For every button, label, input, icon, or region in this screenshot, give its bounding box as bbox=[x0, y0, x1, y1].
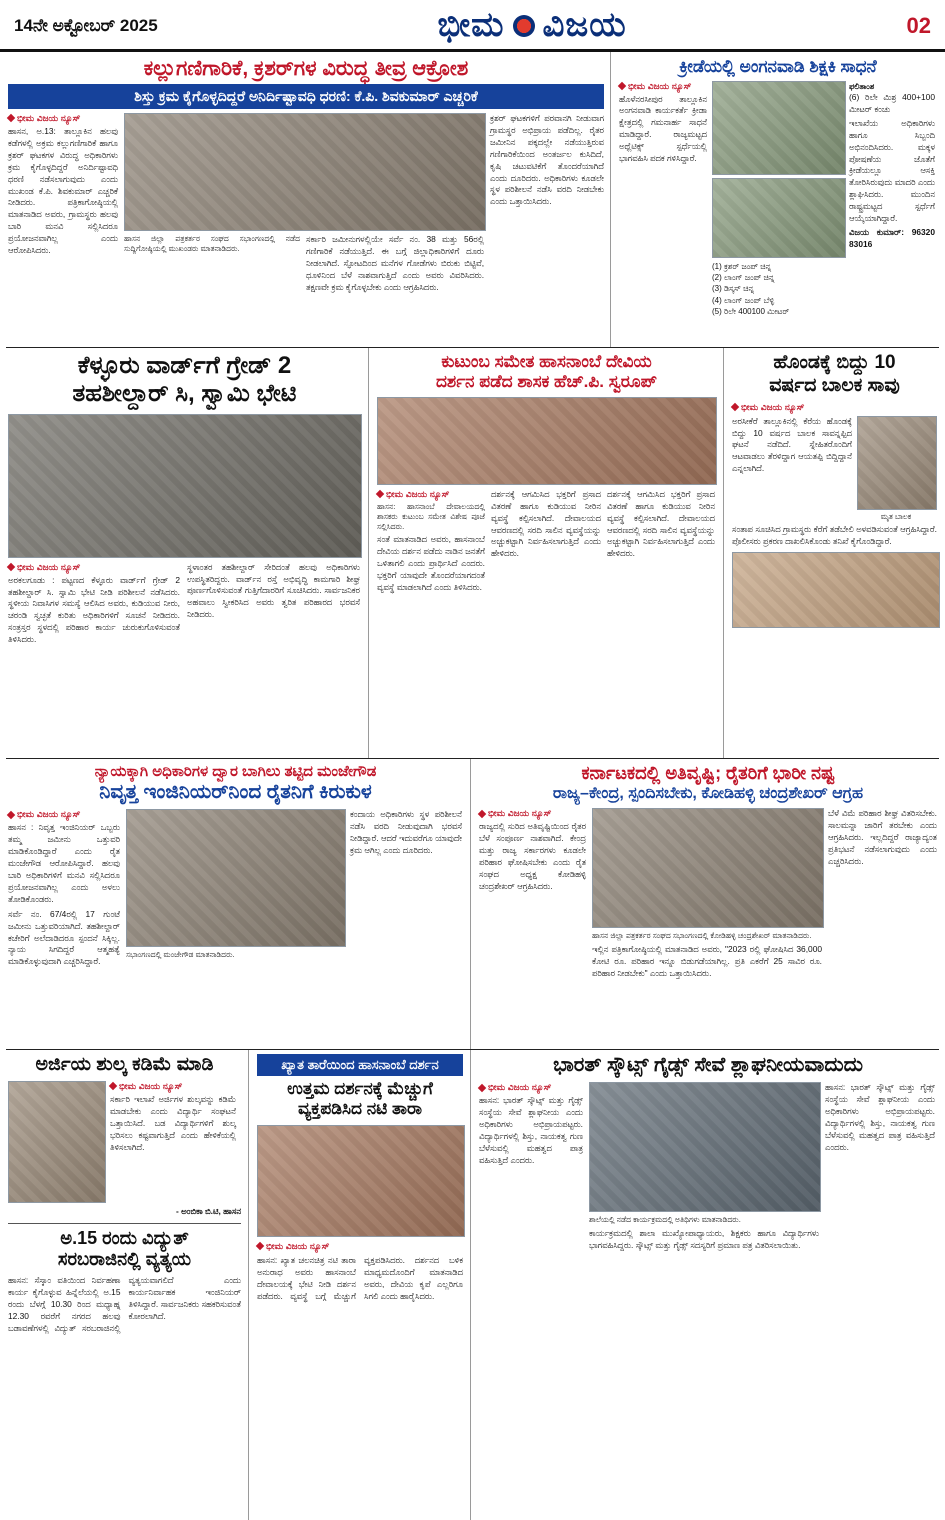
a4-photo bbox=[377, 397, 717, 485]
a5-headline-line2: ವರ್ಷದ ಬಾಲಕ ಸಾವು bbox=[769, 374, 900, 396]
a9-byline-text: ಭೀಮ ವಿಜಯ ನ್ಯೂಸ್ bbox=[266, 1240, 330, 1251]
newspaper-title bbox=[438, 6, 627, 45]
a2-byline-text: ಭೀಮ ವಿಜಯ ನ್ಯೂಸ್ bbox=[628, 80, 692, 91]
bullet-icon bbox=[7, 114, 15, 122]
a1-byline-text: ಭೀಮ ವಿಜಯ ನ್ಯೂಸ್ bbox=[17, 112, 81, 123]
band-top bbox=[0, 52, 945, 347]
article-ward-visit bbox=[0, 348, 368, 758]
a9-headline bbox=[257, 1079, 463, 1120]
a2-contact: ವಿಜಯ ಕುಮಾರ್: 96320 83016 bbox=[849, 227, 935, 249]
bullet-icon bbox=[7, 811, 15, 819]
a8-headline: ಅರ್ಜಿಯ ಶುಲ್ಕ ಕಡಿಮೆ ಮಾಡಿ bbox=[35, 1054, 214, 1075]
a7-col2: ಇಲ್ಲಿನ ಪತ್ರಿಕಾಗೋಷ್ಠಿಯಲ್ಲಿ ಮಾತನಾಡಿದ ಅವರು, "2023 ರಲ್ಲಿ ಘೋಷಿಸಿದ 36,000 ಕೋಟಿ ರೂ. ಪರಿಹಾರ ಇನ್ನೂ ಬಿಡುಗಡೆಯಾಗಿಲ್ಲ. ಪ್ರತಿ ಎಕರೆಗೆ 25 ಸಾವಿರ ರೂ. ಪರಿಹಾರ ನೀಡಬೇಕು" ಎಂದು ಒತ್ತಾಯಿಸಿದರು. bbox=[592, 943, 823, 978]
band-middle bbox=[0, 348, 945, 758]
a7-byline-text: ಭೀಮ ವಿಜಯ ನ್ಯೂಸ್ bbox=[488, 808, 552, 819]
a5-col2: ಸಂತಾಪ ಸೂಚಿಸಿದ ಗ್ರಾಮಸ್ಥರು ಕೆರೆಗೆ ತಡೆಬೇಲಿ ಅಳವಡಿಸುವಂತೆ ಆಗ್ರಹಿಸಿದ್ದಾರೆ. ಪೊಲೀಸರು ಪ್ರಕರಣ ದಾಖಲಿಸಿಕೊಂಡು ತನಿಖೆ ಕೈಗೊಂಡಿದ್ದಾರೆ. bbox=[732, 524, 937, 547]
a8-byline-text: ಭೀಮ ವಿಜಯ ನ್ಯೂಸ್ bbox=[119, 1080, 183, 1091]
bullet-icon bbox=[109, 1082, 117, 1090]
a3-byline-text: ಭೀಮ ವಿಜಯ ನ್ಯೂಸ್ bbox=[17, 561, 81, 572]
band-bottom bbox=[0, 1050, 945, 1520]
a2-result-5: (5) ರಿಲೇ 400100 ಮೀಟರ್ bbox=[712, 306, 790, 316]
a3-headline-line2: ತಹಶೀಲ್ದಾರ್ ಸಿ, ಸ್ವಾಮಿ ಭೇಟಿ bbox=[72, 380, 297, 408]
a2-result-1: (1) ಕ್ರಶರ್ ಜಂಪ್ ಚಿನ್ನ bbox=[712, 261, 772, 271]
bullet-icon bbox=[478, 809, 486, 817]
a5-col1: ಅರಸೀಕೆರೆ ತಾಲ್ಲೂಕಿನಲ್ಲಿ ಕೆರೆಯ ಹೊಂಡಕ್ಕೆ ಬಿದ್ದು 10 ವರ್ಷದ ಬಾಲಕ ಸಾವನ್ನಪ್ಪಿದ ಘಟನೆ ನಡೆದಿದೆ. ಸ್ನೇಹಿತರೊಂದಿಗೆ ಆಟವಾಡಲು ತೆರಳಿದ್ದಾಗ ಆಯತಪ್ಪಿ ಬಿದ್ದಿದ್ದಾನೆ ಎನ್ನಲಾಗಿದೆ. bbox=[732, 415, 852, 474]
a2-photo-1 bbox=[712, 81, 846, 175]
a7-byline bbox=[479, 808, 586, 819]
a2-result-6: (6) ರಿಲೇ ಮಿಶ್ರ 400+100 ಮೀಟರ್ ಕಂಚು bbox=[849, 91, 935, 114]
article-quarry-protest bbox=[0, 52, 610, 347]
a8-signature: - ಅಂಬಿಕಾ ಬಿ.ಟಿ, ಹಾಸನ bbox=[176, 1205, 241, 1216]
article-scouts-guides bbox=[470, 1050, 945, 1520]
a8-photo bbox=[8, 1081, 106, 1203]
a10-headline-line1: ಅ.15 ರಂದು ವಿದ್ಯುತ್ bbox=[60, 1227, 189, 1248]
a1-headline: ಕಲ್ಲುಗಣಿಗಾರಿಕೆ, ಕ್ರಶರ್‌ಗಳ ವಿರುದ್ಧ ತೀವ್ರ ಆಕ್ರೋಶ bbox=[143, 57, 469, 80]
a4-headline bbox=[377, 352, 716, 393]
band-third bbox=[0, 759, 945, 1049]
a6-headline-line2: ನಿವೃತ್ತ ಇಂಜಿನಿಯರ್‌ನಿಂದ ರೈತನಿಗೆ ಕಿರುಕುಳ bbox=[99, 781, 372, 804]
a10-headline bbox=[8, 1228, 241, 1271]
a2-col1: ಹೊಳೆನರಸೀಪುರ ತಾಲ್ಲೂಕಿನ ಅಂಗನವಾಡಿ ಕಾರ್ಯಕರ್ತೆ ಕ್ರೀಡಾ ಕ್ಷೇತ್ರದಲ್ಲಿ ಗಮನಾರ್ಹ ಸಾಧನೆ ಮಾಡಿದ್ದಾರೆ. ರಾಜ್ಯಮಟ್ಟದ ಅಥ್ಲೆಟಿಕ್ಸ್ ಸ್ಪರ್ಧೆಯಲ್ಲಿ ಭಾಗವಹಿಸಿ ಪದಕ ಗಳಿಸಿದ್ದಾರೆ. bbox=[619, 93, 707, 164]
a6-col1: ಹಾಸನ : ನಿವೃತ್ತ ಇಂಜಿನಿಯರ್ ಒಬ್ಬರು ತಮ್ಮ ಜಮೀನು ಒತ್ತುವರಿ ಮಾಡಿಕೊಂಡಿದ್ದಾರೆ ಎಂದು ರೈತ ಮಂಜೇಗೌಡ ಆರೋಪಿಸಿದ್ದಾರೆ. ಹಲವು ಬಾರಿ ಅಧಿಕಾರಿಗಳಿಗೆ ಮನವಿ ಸಲ್ಲಿಸಿದರೂ ಪ್ರಯೋಜನವಾಗಿಲ್ಲ ಎಂದು ಅಳಲು ತೋಡಿಕೊಂಡರು. bbox=[8, 822, 120, 904]
a4-headline-line2: ದರ್ಶನ ಪಡೆದ ಶಾಸಕ ಹೆಚ್.ಪಿ. ಸ್ವರೂಪ್ bbox=[435, 372, 658, 392]
article-actress-darshan bbox=[248, 1050, 470, 1520]
a11-headline: ಭಾರತ್ ಸ್ಕೌಟ್ಸ್ ಗೈಡ್ಸ್ ಸೇವೆ ಶ್ಲಾಘನೀಯವಾದುದು bbox=[553, 1054, 863, 1076]
a4-photo-caption: ಹಾಸನ: ಹಾಸನಾಂಬೆ ದೇವಾಲಯದಲ್ಲಿ ಶಾಸಕರು ಕುಟುಂಬ ಸಮೇತ ವಿಶೇಷ ಪೂಜೆ ಸಲ್ಲಿಸಿದರು. bbox=[377, 501, 485, 531]
a9-headline-line1: ಉತ್ತಮ ದರ್ಶನಕ್ಕೆ ಮೆಚ್ಚುಗೆ bbox=[287, 1079, 433, 1098]
a6-photo bbox=[126, 809, 346, 947]
a11-col1: ಹಾಸನ: ಭಾರತ್ ಸ್ಕೌಟ್ಸ್ ಮತ್ತು ಗೈಡ್ಸ್ ಸಂಸ್ಥೆಯ ಸೇವೆ ಶ್ಲಾಘನೀಯ ಎಂದು ಅಧಿಕಾರಿಗಳು ಅಭಿಪ್ರಾಯಪಟ್ಟರು. ವಿದ್ಯಾರ್ಥಿಗಳಲ್ಲಿ ಶಿಸ್ತು, ನಾಯಕತ್ವ ಗುಣ ಬೆಳೆಸುವಲ್ಲಿ ಮಹತ್ವದ ಪಾತ್ರ ವಹಿಸುತ್ತಿದೆ ಎಂದರು. bbox=[479, 1095, 583, 1165]
a11-col3: ಹಾಸನ: ಭಾರತ್ ಸ್ಕೌಟ್ಸ್ ಮತ್ತು ಗೈಡ್ಸ್ ಸಂಸ್ಥೆಯ ಸೇವೆ ಶ್ಲಾಘನೀಯ ಎಂದು ಅಧಿಕಾರಿಗಳು ಅಭಿಪ್ರಾಯಪಟ್ಟರು. ವಿದ್ಯಾರ್ಥಿಗಳಲ್ಲಿ ಶಿಸ್ತು, ನಾಯಕತ್ವ ಗುಣ ಬೆಳೆಸುವಲ್ಲಿ ಮಹತ್ವದ ಪಾತ್ರ ವಹಿಸುತ್ತಿದೆ ಎಂದರು. bbox=[825, 1082, 935, 1152]
a10-headline-line2: ಸರಬರಾಜಿನಲ್ಲಿ ವ್ಯತ್ಯಯ bbox=[57, 1249, 192, 1270]
article-anganwadi-sports bbox=[610, 52, 945, 347]
a2-byline bbox=[619, 81, 707, 92]
circle-emblem-icon bbox=[513, 15, 535, 37]
a11-byline bbox=[479, 1082, 583, 1093]
a2-result-4: (4) ಲಾಂಗ್ ಜಂಪ್ ಬೆಳ್ಳಿ bbox=[712, 295, 775, 305]
a6-byline bbox=[8, 809, 120, 820]
a4-col1: ಸಂತೆ ಮಾತನಾಡಿದ ಅವರು, ಹಾಸನಾಂಬೆ ದೇವಿಯ ದರ್ಶನ ಪಡೆದು ನಾಡಿನ ಜನತೆಗೆ ಒಳಿತಾಗಲಿ ಎಂದು ಪ್ರಾರ್ಥಿಸಿದೆ ಎಂದರು. ಭಕ್ತರಿಗೆ ಯಾವುದೇ ತೊಂದರೆಯಾಗದಂತೆ ವ್ಯವಸ್ಥೆ ಮಾಡಲಾಗಿದೆ ಎಂದು ತಿಳಿಸಿದರು. bbox=[377, 534, 485, 593]
a5-photo bbox=[857, 416, 937, 510]
page-number: 02 bbox=[906, 12, 931, 38]
a3-headline bbox=[8, 352, 361, 409]
a3-photo bbox=[8, 414, 362, 558]
a8-byline bbox=[110, 1081, 236, 1092]
a4-byline-text: ಭೀಮ ವಿಜಯ ನ್ಯೂಸ್ bbox=[386, 488, 450, 499]
article-boy-drowning bbox=[723, 348, 945, 758]
article-farmer-harassment bbox=[0, 759, 470, 1049]
a9-headline-line2: ವ್ಯಕ್ತಪಡಿಸಿದ ನಟಿ ತಾರಾ bbox=[298, 1099, 422, 1119]
bullet-icon bbox=[7, 563, 15, 571]
a3-col2: ಸ್ಥಳಾಂತರ ತಹಶೀಲ್ದಾರ್ ಸೇರಿದಂತೆ ಹಲವು ಅಧಿಕಾರಿಗಳು ಉಪಸ್ಥಿತರಿದ್ದರು. ವಾರ್ಡ್‌ನ ರಸ್ತೆ ಅಭಿವೃದ್ಧಿ ಕಾಮಗಾರಿ ಶೀಘ್ರ ಪೂರ್ಣಗೊಳಿಸುವಂತೆ ಗುತ್ತಿಗೆದಾರರಿಗೆ ಸೂಚಿಸಿದರು. ಸಾರ್ವಜನಿಕರ ಅಹವಾಲು ಸ್ವೀಕರಿಸಿದ ಅವರು ತ್ವರಿತ ಪರಿಹಾರದ ಭರವಸೆ ನೀಡಿದರು. bbox=[187, 561, 360, 620]
a11-byline-text: ಭೀಮ ವಿಜಯ ನ್ಯೂಸ್ bbox=[488, 1082, 552, 1092]
a9-col1: ಹಾಸನ: ಖ್ಯಾತ ಚಲನಚಿತ್ರ ನಟಿ ತಾರಾ ಅನುರಾಧ ಅವರು ಹಾಸನಾಂಬೆ ದೇವಾಲಯಕ್ಕೆ ಭೇಟಿ ನೀಡಿ ದರ್ಶನ ಪಡೆದರು. ವ್ಯವಸ್ಥೆ ಬಗ್ಗೆ ಮೆಚ್ಚುಗೆ ವ್ಯಕ್ತಪಡಿಸಿದರು. ದರ್ಶನದ ಬಳಿಕ ಮಾಧ್ಯಮದೊಂದಿಗೆ ಮಾತನಾಡಿದ ಅವರು, ದೇವಿಯ ಕೃಪೆ ಎಲ್ಲರಿಗೂ ಸಿಗಲಿ ಎಂದು ಹಾರೈಸಿದರು. bbox=[257, 1254, 463, 1301]
a1-byline bbox=[8, 113, 118, 124]
bullet-icon bbox=[618, 82, 626, 90]
a5-headline bbox=[732, 352, 937, 398]
title-left: ಭೀಮ bbox=[437, 6, 505, 44]
a9-photo bbox=[257, 1125, 465, 1237]
bullet-icon bbox=[376, 490, 384, 498]
a1-subheadline: ಶಿಸ್ತು ಕ್ರಮ ಕೈಗೊಳ್ಳದಿದ್ದರೆ ಅನಿರ್ದಿಷ್ಟಾವಧಿ ಧರಣಿ: ಕೆ.ಪಿ. ಶಿವಕುಮಾರ್ ಎಚ್ಚರಿಕೆ bbox=[8, 84, 604, 109]
a9-kicker: ಖ್ಯಾತ ತಾರೆಯಿಂದ ಹಾಸನಾಂಬೆ ದರ್ಶನ bbox=[257, 1054, 463, 1076]
bullet-icon bbox=[478, 1083, 486, 1091]
a6-headline-line1: ನ್ಯಾಯಕ್ಕಾಗಿ ಅಧಿಕಾರಿಗಳ ದ್ವಾರ ಬಾಗಿಲು ತಟ್ಟಿದ ಮಂಜೇಗೌಡ bbox=[94, 763, 377, 780]
column-left-bottom bbox=[0, 1050, 248, 1520]
bullet-icon bbox=[731, 403, 739, 411]
a5-headline-line1: ಹೊಂಡಕ್ಕೆ ಬಿದ್ದು 10 bbox=[773, 352, 896, 373]
a3-byline bbox=[8, 562, 180, 573]
a2-results-list bbox=[712, 261, 844, 318]
a7-col3: ಬೆಳೆ ವಿಮೆ ಪರಿಹಾರ ಶೀಘ್ರ ವಿತರಿಸಬೇಕು. ಸಾಲಮನ್ನಾ ಜಾರಿಗೆ ತರಬೇಕು ಎಂದು ಆಗ್ರಹಿಸಿದರು. ಇಲ್ಲದಿದ್ದರೆ ರಾಜ್ಯಾದ್ಯಂತ ಪ್ರತಿಭಟನೆ ನಡೆಸಲಾಗುವುದು ಎಂದು ಎಚ್ಚರಿಸಿದರು. bbox=[828, 808, 937, 866]
a8-col1: ಸರ್ಕಾರಿ ಇಲಾಖೆ ಅರ್ಜಿಗಳ ಶುಲ್ಕವನ್ನು ಕಡಿಮೆ ಮಾಡಬೇಕು ಎಂದು ವಿದ್ಯಾರ್ಥಿ ಸಂಘಟನೆ ಒತ್ತಾಯಿಸಿದೆ. ಬಡ ವಿದ್ಯಾರ್ಥಿಗಳಿಗೆ ಶುಲ್ಕ ಭರಿಸಲು ಕಷ್ಟವಾಗುತ್ತಿದೆ ಎಂದು ಹೇಳಿಕೆಯಲ್ಲಿ ತಿಳಿಸಲಾಗಿದೆ. bbox=[110, 1093, 236, 1152]
a1-col1: ಹಾಸನ, ಅ.13: ತಾಲ್ಲೂಕಿನ ಹಲವು ಕಡೆಗಳಲ್ಲಿ ಅಕ್ರಮ ಕಲ್ಲುಗಣಿಗಾರಿಕೆ ಹಾಗೂ ಕ್ರಶರ್ ಘಟಕಗಳ ವಿರುದ್ಧ ಅಧಿಕಾರಿಗಳು ಕ್ರಮ ಕೈಗೊಳ್ಳದಿದ್ದರೆ ಅನಿರ್ದಿಷ್ಟಾವಧಿ ಧರಣಿ ನಡೆಸಲಾಗುವುದು ಎಂದು ಮುಖಂಡ ಕೆ.ಪಿ. ಶಿವಕುಮಾರ್ ಎಚ್ಚರಿಕೆ ನೀಡಿದರು. ಪತ್ರಿಕಾಗೋಷ್ಠಿಯಲ್ಲಿ ಮಾತನಾಡಿದ ಅವರು, ಗ್ರಾಮಸ್ಥರು ಹಲವು ಬಾರಿ ಮನವಿ ಸಲ್ಲಿಸಿದರೂ ಪ್ರಯೋಜನವಾಗಿಲ್ಲ ಎಂದು ಆರೋಪಿಸಿದರು. bbox=[8, 125, 119, 256]
a2-results-title: ಫಲಿತಾಂಶ bbox=[849, 81, 875, 91]
a5-photo-2 bbox=[732, 552, 940, 628]
a1-col3: ಕ್ರಶರ್ ಘಟಕಗಳಿಗೆ ಪರವಾನಗಿ ನೀಡುವಾಗ ಗ್ರಾಮಸ್ಥರ ಅಭಿಪ್ರಾಯ ಪಡೆದಿಲ್ಲ. ರೈತರ ಜಮೀನಿನ ಪಕ್ಕದಲ್ಲೇ ನಡೆಯುತ್ತಿರುವ ಗಣಿಗಾರಿಕೆಯಿಂದ ಅಂತರ್ಜಲ ಕುಸಿದಿದೆ, ಕೃಷಿ ಚಟುವಟಿಕೆಗೆ ತೊಂದರೆಯಾಗಿದೆ ಎಂದು ದೂರಿದರು. ಅಧಿಕಾರಿಗಳು ಕೂಡಲೇ ಸ್ಥಳ ಪರಿಶೀಲನೆ ನಡೆಸಿ ವರದಿ ನೀಡಬೇಕು ಎಂದು ಒತ್ತಾಯಿಸಿದರು. bbox=[490, 112, 604, 207]
bullet-icon bbox=[256, 1242, 264, 1250]
a11-photo bbox=[589, 1082, 821, 1212]
a7-col1: ರಾಜ್ಯದಲ್ಲಿ ಸುರಿದ ಅತಿವೃಷ್ಟಿಯಿಂದ ರೈತರ ಬೆಳೆ ಸಂಪೂರ್ಣ ನಾಶವಾಗಿದೆ. ಕೇಂದ್ರ ಮತ್ತು ರಾಜ್ಯ ಸರ್ಕಾರಗಳು ಕೂಡಲೇ ಪರಿಹಾರ ಘೋಷಿಸಬೇಕು ಎಂದು ರೈತ ಸಂಘದ ಅಧ್ಯಕ್ಷ ಕೋಡಿಹಳ್ಳಿ ಚಂದ್ರಶೇಖರ್ ಆಗ್ರಹಿಸಿದರು. bbox=[479, 821, 587, 891]
a5-photo-caption: ಮೃತ ಬಾಲಕ bbox=[880, 511, 912, 521]
a2-result-3: (3) ಡಿಸ್ಕಸ್ ಚಿನ್ನ bbox=[712, 284, 755, 294]
a2-photo-2 bbox=[712, 178, 846, 258]
a7-photo bbox=[592, 808, 824, 928]
a7-headline-line2: ರಾಜ್ಯ–ಕೇಂದ್ರ, ಸ್ಪಂದಿಸಬೇಕು, ಕೋಡಿಹಳ್ಳಿ ಚಂದ್ರಶೇಖರ್ ಆಗ್ರಹ bbox=[552, 784, 864, 802]
a4-headline-line1: ಕುಟುಂಬ ಸಮೇತ ಹಾಸನಾಂಬೆ ದೇವಿಯ bbox=[441, 352, 652, 371]
a10-body: ಹಾಸನ: ಸೆಸ್ಕಾಂ ವತಿಯಿಂದ ನಿರ್ವಹಣಾ ಕಾರ್ಯ ಕೈಗೊಳ್ಳುವ ಹಿನ್ನೆಲೆಯಲ್ಲಿ ಅ.15 ರಂದು ಬೆಳಗ್ಗೆ 10.30 ರಿಂದ ಮಧ್ಯಾಹ್ನ 12.30 ರವರೆಗೆ ನಗರದ ಹಲವು ಬಡಾವಣೆಗಳಲ್ಲಿ ವಿದ್ಯುತ್ ಸರಬರಾಜಿನಲ್ಲಿ ವ್ಯತ್ಯಯವಾಗಲಿದೆ ಎಂದು ಕಾರ್ಯನಿರ್ವಾಹಕ ಇಂಜಿನಿಯರ್ ತಿಳಿಸಿದ್ದಾರೆ. ಸಾರ್ವಜನಿಕರು ಸಹಕರಿಸುವಂತೆ ಕೋರಲಾಗಿದೆ. bbox=[8, 1274, 241, 1333]
a3-headline-line1: ಕೆಳ್ಳೂರು ವಾರ್ಡ್‌ಗೆ ಗ್ರೇಡ್ 2 bbox=[77, 352, 292, 379]
masthead bbox=[0, 0, 945, 52]
a11-col2: ಕಾರ್ಯಕ್ರಮದಲ್ಲಿ ಶಾಲಾ ಮುಖ್ಯೋಪಾಧ್ಯಾಯರು, ಶಿಕ್ಷಕರು ಹಾಗೂ ವಿದ್ಯಾರ್ಥಿಗಳು ಭಾಗವಹಿಸಿದ್ದರು. ಸ್ಕೌಟ್ಸ್ ಮತ್ತು ಗೈಡ್ಸ್ ಸದಸ್ಯರಿಗೆ ಪ್ರಮಾಣ ಪತ್ರ ವಿತರಿಸಲಾಯಿತು. bbox=[589, 1227, 819, 1250]
a5-byline bbox=[732, 402, 937, 413]
a1-photo-caption: ಹಾಸನ ಜಿಲ್ಲಾ ಪತ್ರಕರ್ತರ ಸಂಘದ ಸಭಾಂಗಣದಲ್ಲಿ ನಡೆದ ಸುದ್ದಿಗೋಷ್ಠಿಯಲ್ಲಿ ಮುಖಂಡರು ಮಾತನಾಡಿದರು. bbox=[124, 233, 301, 253]
issue-date: 14ನೇ ಅಕ್ಟೋಬರ್ 2025 bbox=[14, 15, 158, 35]
a1-photo bbox=[124, 113, 486, 231]
a7-photo-caption: ಹಾಸನ ಜಿಲ್ಲಾ ಪತ್ರಕರ್ತರ ಸಂಘದ ಸಭಾಂಗಣದಲ್ಲಿ ಕೋಡಿಹಳ್ಳಿ ಚಂದ್ರಶೇಖರ್ ಮಾತನಾಡಿದರು. bbox=[592, 931, 812, 941]
a6-col2: ಸರ್ವೆ ನಂ. 67/4ರಲ್ಲಿ 17 ಗುಂಟೆ ಜಮೀನು ಒತ್ತುವರಿಯಾಗಿದೆ. ತಹಶೀಲ್ದಾರ್ ಕಚೇರಿಗೆ ಅಲೆದಾಡಿದರೂ ಸ್ಪಂದನೆ ಸಿಕ್ಕಿಲ್ಲ. ನ್ಯಾಯ ಸಿಗದಿದ್ದರೆ ಆತ್ಮಹತ್ಯೆ ಮಾಡಿಕೊಳ್ಳುವುದಾಗಿ ಎಚ್ಚರಿಸಿದ್ದಾರೆ. bbox=[8, 908, 120, 967]
a1-col2: ಸರ್ಕಾರಿ ಜಮೀನುಗಳಲ್ಲಿಯೇ ಸರ್ವೆ ನಂ. 38 ಮತ್ತು 56ರಲ್ಲಿ ಗಣಿಗಾರಿಕೆ ನಡೆಯುತ್ತಿದೆ. ಈ ಬಗ್ಗೆ ಜಿಲ್ಲಾಧಿಕಾರಿಗಳಿಗೆ ದೂರು ನೀಡಲಾಗಿದೆ. ಸ್ಫೋಟದಿಂದ ಮನೆಗಳ ಗೋಡೆಗಳು ಬಿರುಕು ಬಿಟ್ಟಿವೆ, ಧೂಳಿನಿಂದ ಬೆಳೆ ನಾಶವಾಗುತ್ತಿದೆ ಎಂದು ಅವರು ವಿವರಿಸಿದರು. ತಕ್ಷಣವೇ ಕ್ರಮ ಕೈಗೊಳ್ಳಬೇಕು ಎಂದು ಆಗ್ರಹಿಸಿದರು. bbox=[306, 233, 485, 292]
a9-byline bbox=[257, 1241, 463, 1252]
article-heavy-rain-loss bbox=[470, 759, 945, 1049]
a2-col3: ಇಲಾಖೆಯ ಅಧಿಕಾರಿಗಳು ಹಾಗೂ ಸಿಬ್ಬಂದಿ ಅಭಿನಂದಿಸಿದರು. ಮಕ್ಕಳ ಪೋಷಣೆಯ ಜೊತೆಗೆ ಕ್ರೀಡೆಯಲ್ಲೂ ಆಸಕ್ತಿ ತೋರಿಸಿರುವುದು ಮಾದರಿ ಎಂದು ಶ್ಲಾಘಿಸಿದರು. ಮುಂದಿನ ರಾಷ್ಟ್ರಮಟ್ಟದ ಸ್ಪರ್ಧೆಗೆ ಆಯ್ಕೆಯಾಗಿದ್ದಾರೆ. bbox=[849, 117, 935, 224]
a11-photo-caption: ಶಾಲೆಯಲ್ಲಿ ನಡೆದ ಕಾರ್ಯಕ್ರಮದಲ್ಲಿ ಅತಿಥಿಗಳು ಮಾತನಾಡಿದರು. bbox=[589, 1215, 741, 1224]
title-right: ವಿಜಯ bbox=[542, 6, 627, 44]
a6-col3: ಕಂದಾಯ ಅಧಿಕಾರಿಗಳು ಸ್ಥಳ ಪರಿಶೀಲನೆ ನಡೆಸಿ ವರದಿ ನೀಡುವುದಾಗಿ ಭರವಸೆ ನೀಡಿದ್ದಾರೆ. ಆದರೆ ಇದುವರೆಗೂ ಯಾವುದೇ ಕ್ರಮ ಆಗಿಲ್ಲ ಎಂದು ದೂರಿದರು. bbox=[350, 809, 462, 856]
article-hasanambe-darshan bbox=[368, 348, 723, 758]
a4-col2-dup: ದರ್ಶನಕ್ಕೆ ಆಗಮಿಸಿದ ಭಕ್ತರಿಗೆ ಪ್ರಸಾದ ವಿತರಣೆ ಹಾಗೂ ಕುಡಿಯುವ ನೀರಿನ ವ್ಯವಸ್ಥೆ ಕಲ್ಪಿಸಲಾಗಿದೆ. ದೇವಾಲಯದ ಆವರಣದಲ್ಲಿ ಸರದಿ ಸಾಲಿನ ವ್ಯವಸ್ಥೆಯನ್ನು ಅಚ್ಚುಕಟ್ಟಾಗಿ ನಿರ್ವಹಿಸಲಾಗುತ್ತಿದೆ ಎಂದು ಹೇಳಿದರು. bbox=[607, 488, 715, 559]
a4-byline bbox=[377, 489, 485, 500]
a4-col2: ದರ್ಶನಕ್ಕೆ ಆಗಮಿಸಿದ ಭಕ್ತರಿಗೆ ಪ್ರಸಾದ ವಿತರಣೆ ಹಾಗೂ ಕುಡಿಯುವ ನೀರಿನ ವ್ಯವಸ್ಥೆ ಕಲ್ಪಿಸಲಾಗಿದೆ. ದೇವಾಲಯದ ಆವರಣದಲ್ಲಿ ಸರದಿ ಸಾಲಿನ ವ್ಯವಸ್ಥೆಯನ್ನು ಅಚ್ಚುಕಟ್ಟಾಗಿ ನಿರ್ವಹಿಸಲಾಗುತ್ತಿದೆ ಎಂದು ಹೇಳಿದರು. bbox=[491, 488, 601, 559]
a2-result-2: (2) ಲಾಂಗ್ ಜಂಪ್ ಚಿನ್ನ bbox=[712, 272, 775, 282]
a7-headline-line1: ಕರ್ನಾಟಕದಲ್ಲಿ ಅತಿವೃಷ್ಟಿ; ರೈತರಿಗೆ ಭಾರೀ ನಷ್ಟ bbox=[581, 763, 835, 783]
a3-col1: ಅರಕಲಗೂಡು : ಪಟ್ಟಣದ ಕೆಳ್ಳೂರು ವಾರ್ಡ್‌ಗೆ ಗ್ರೇಡ್ 2 ತಹಶೀಲ್ದಾರ್ ಸಿ. ಸ್ವಾಮಿ ಭೇಟಿ ನೀಡಿ ಪರಿಶೀಲನೆ ನಡೆಸಿದರು. ಸ್ಥಳೀಯ ನಿವಾಸಿಗಳ ಸಮಸ್ಯೆ ಆಲಿಸಿದ ಅವರು, ಕುಡಿಯುವ ನೀರು, ಚರಂಡಿ ಸ್ವಚ್ಛತೆ ಕುರಿತು ಅಧಿಕಾರಿಗಳಿಗೆ ಸೂಚನೆ ನೀಡಿದರು. ಸಂತ್ರಸ್ತರ ಸ್ಥಳದಲ್ಲಿ ಪರಿಹಾರ ಕಾರ್ಯ ಚುರುಕುಗೊಳಿಸುವಂತೆ ತಿಳಿಸಿದರು. bbox=[8, 574, 180, 645]
a5-byline-text: ಭೀಮ ವಿಜಯ ನ್ಯೂಸ್ bbox=[741, 401, 805, 412]
a2-headline: ಕ್ರೀಡೆಯಲ್ಲಿ ಅಂಗನವಾಡಿ ಶಿಕ್ಷಕಿ ಸಾಧನೆ bbox=[679, 57, 877, 76]
a6-byline-text: ಭೀಮ ವಿಜಯ ನ್ಯೂಸ್ bbox=[17, 809, 81, 820]
a6-photo-caption: ಸಭಾಂಗಣದಲ್ಲಿ ಮಂಜೇಗೌಡ ಮಾತನಾಡಿದರು. bbox=[126, 950, 235, 960]
